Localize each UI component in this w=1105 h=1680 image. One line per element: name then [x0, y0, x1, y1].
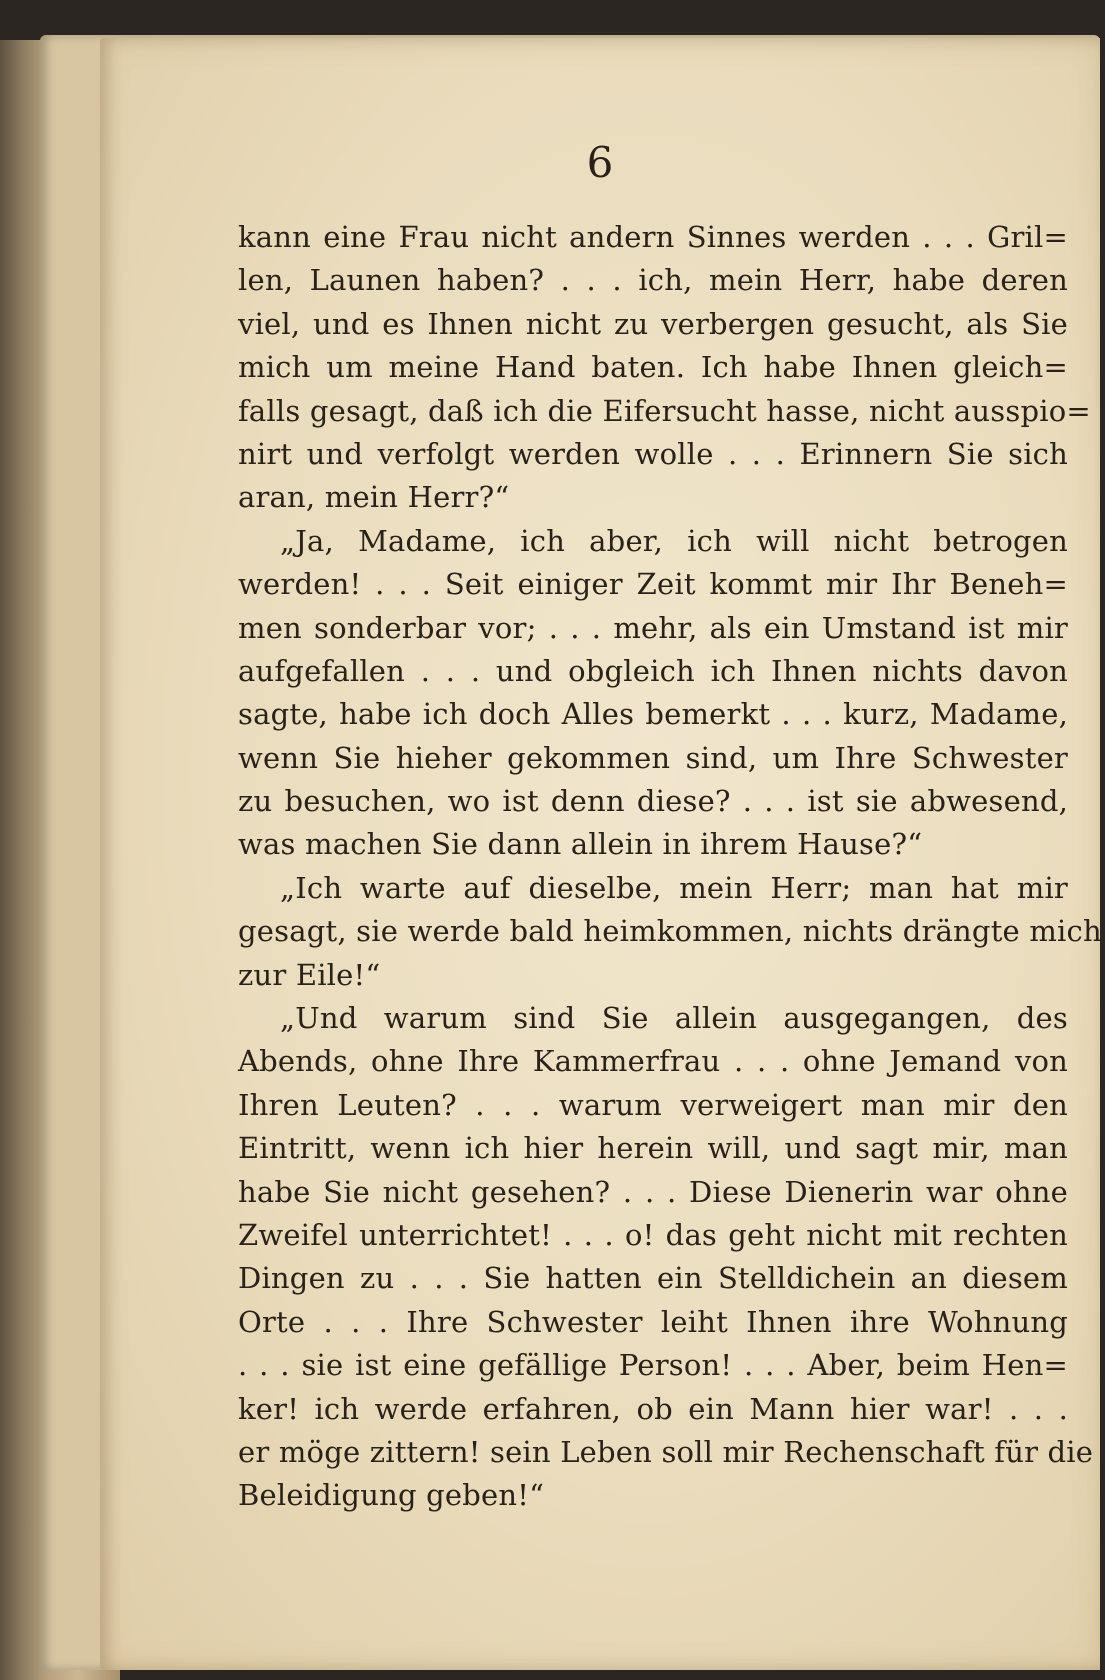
text-line: Abends, ohne Ihre Kammerfrau . . . ohne Jemand von: [238, 1044, 1068, 1079]
text-line: aufgefallen . . . und obgleich ich Ihnen nichts davon: [238, 653, 1068, 688]
text-line: viel, und es Ihnen nicht zu verbergen gesucht, als Sie: [238, 306, 1068, 341]
text-line: len, Launen haben? . . . ich, mein Herr, habe deren: [238, 263, 1068, 298]
text-line: habe Sie nicht gesehen? . . . Diese Dienerin war ohne: [238, 1174, 1068, 1209]
text-line: zur Eile!“: [238, 957, 381, 992]
text-line: Zweifel unterrichtet! . . . o! das geht nicht mit rechten: [238, 1217, 1068, 1252]
text-line: wenn Sie hieher gekommen sind, um Ihre Schwester: [238, 740, 1068, 775]
text-line: er möge zittern! sein Leben soll mir Rechenschaft für die: [238, 1434, 1094, 1469]
text-line: falls gesagt, daß ich die Eifersucht hasse, nicht ausspio=: [238, 393, 1091, 428]
text-line: mich um meine Hand baten. Ich habe Ihnen gleich=: [238, 350, 1068, 385]
text-line: aran, mein Herr?“: [238, 480, 510, 515]
book-page: [100, 38, 1100, 1670]
text-line: was machen Sie dann allein in ihrem Hause?“: [238, 827, 923, 862]
text-line: Orte . . . Ihre Schwester leiht Ihnen ihre Wohnung: [238, 1304, 1068, 1339]
text-line: „Und warum sind Sie allein ausgegangen, des: [280, 1001, 1068, 1036]
page-number: 6: [586, 138, 614, 187]
text-line: gesagt, sie werde bald heimkommen, nichts drängte mich: [238, 914, 1102, 949]
text-line: . . . sie ist eine gefällige Person! . . . Aber, beim Hen=: [238, 1348, 1068, 1383]
text-line: nirt und verfolgt werden wolle . . . Erinnern Sie sich: [238, 436, 1068, 471]
text-line: men sonderbar vor; . . . mehr, als ein Umstand ist mir: [238, 610, 1068, 645]
text-line: werden! . . . Seit einiger Zeit kommt mir Ihr Beneh=: [238, 567, 1068, 602]
text-line: Dingen zu . . . Sie hatten ein Stelldichein an diesem: [238, 1261, 1068, 1296]
text-line: Eintritt, wenn ich hier herein will, und sagt mir, man: [238, 1131, 1068, 1166]
text-line: „Ja, Madame, ich aber, ich will nicht betrogen: [280, 523, 1068, 558]
text-line: ker! ich werde erfahren, ob ein Mann hier war! . . .: [238, 1391, 1068, 1426]
text-line: zu besuchen, wo ist denn diese? . . . ist sie abwesend,: [238, 784, 1068, 819]
text-line: Beleidigung geben!“: [238, 1478, 545, 1513]
text-line: sagte, habe ich doch Alles bemerkt . . . kurz, Madame,: [238, 697, 1068, 732]
text-line: „Ich warte auf dieselbe, mein Herr; man hat mir: [280, 870, 1068, 905]
body-text: [238, 216, 1102, 1518]
text-line: Ihren Leuten? . . . warum verweigert man mir den: [238, 1087, 1068, 1122]
text-line: kann eine Frau nicht andern Sinnes werden . . . Gril=: [238, 220, 1068, 254]
